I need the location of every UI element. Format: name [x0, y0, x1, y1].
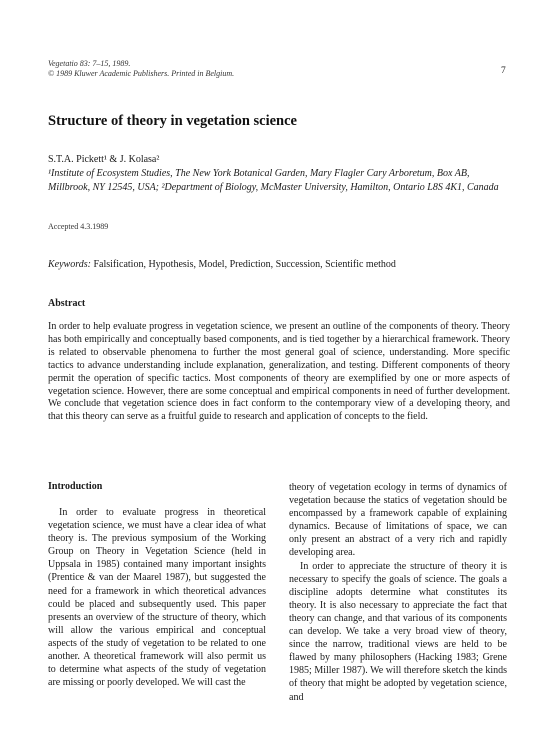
- intro-paragraph-1: In order to evaluate progress in theoretical vegetation science, we must have a clear idea of what theory is. The previous symposium of the Working Group on Theory in Vegetation Science (held in Uppsala in 1985) contained many important insights (Prentice & van der Maarel 1987), but suggested the need for a framework in which theoretical advances could be placed and subsequently used. This paper presents an overview of the structure of theory, which will allow the various empirical and conceptual aspects of the study of vegetation to be related to one another. A theoretical framework will also permit us to determine what aspects of the study of vegetation are missing or poorly developed. We will cast the: [48, 507, 266, 689]
- page-number: 7: [501, 66, 506, 76]
- right-column: [289, 481, 507, 704]
- keywords-label: Keywords:: [48, 259, 91, 270]
- intro-paragraph-2: In order to appreciate the structure of theory it is necessary to specify the goals of science. The goals a discipline adopts determine what constitutes its theory. It is also necessary to appreciate the fact that theory can change, and that various of its components can develop. We take a very broad view of theory, since the narrow, traditional views are held to be flawed by many philosophers (Hacking 1983; Grene 1985; Miller 1987). We will therefore sketch the kinds of theory that might be adopted by vegetation science, and: [289, 560, 507, 703]
- abstract-text: In order to help evaluate progress in vegetation science, we present an outline of the components of theory. Theory has both empirically and conceptually based components, and is tied together by a hierarchical framework. Theory is related to observable phenomena to further the most general goal of science, understanding. More specific tactics to advance understanding include explanation, generalization, and testing. Different components of theory permit the operation of specific tactics. Most components of theory are exemplified by one or more aspects of vegetation science. However, there are some conceptual and empirical components in need of further development. We conclude that vegetation science does in fact conform to the contemporary view of a developing theory, and that this theory can serve as a fruitful guide to research and application of concepts to the field.: [48, 321, 510, 423]
- citation-line-1: Vegetatio 83: 7–15, 1989.: [48, 59, 131, 68]
- left-column: [48, 506, 266, 689]
- abstract-heading: Abstract: [48, 298, 86, 309]
- affiliations: ¹Institute of Ecosystem Studies, The New York Botanical Garden, Mary Flagler Cary Arboretum, Box AB, Millbrook, NY 12545, USA; ²Department of Biology, McMaster University, Hamilton, Ontario L8S 4K1, Canada: [48, 168, 499, 193]
- accepted-date: Accepted 4.3.1989: [48, 222, 109, 231]
- keywords-list: Falsification, Hypothesis, Model, Prediction, Succession, Scientific method: [90, 259, 396, 270]
- intro-paragraph-continued: theory of vegetation ecology in terms of dynamics of vegetation because the statics of vegetation should be encompassed by a framework capable of explaining dynamics. Because of limitations of space, we can only present an abstract of a very rich and rapidly developing area.: [289, 482, 507, 559]
- citation-line-2: © 1989 Kluwer Academic Publishers. Printed in Belgium.: [48, 69, 235, 78]
- keywords-line: [48, 259, 518, 270]
- authors: S.T.A. Pickett¹ & J. Kolasa²: [48, 154, 160, 165]
- journal-citation: [48, 59, 234, 79]
- article-title: Structure of theory in vegetation science: [48, 113, 297, 129]
- introduction-heading: Introduction: [48, 481, 103, 492]
